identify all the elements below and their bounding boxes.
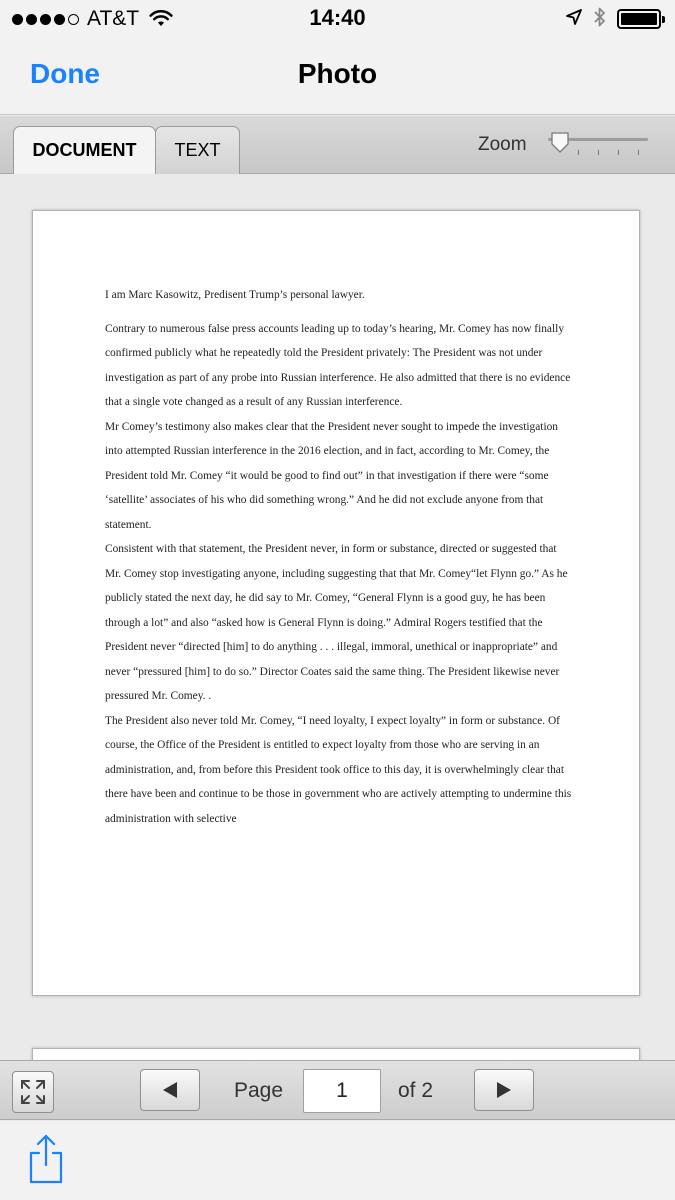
- tab-document[interactable]: DOCUMENT: [13, 126, 156, 174]
- expand-icon: [18, 1077, 48, 1107]
- page-label: Page: [234, 1079, 284, 1102]
- triangle-right-icon: [495, 1081, 513, 1099]
- status-time: 14:40: [309, 5, 366, 30]
- paragraph: The President also never told Mr. Comey, “I need loyalty, I expect loyalty” in form or substance. Of course, the Office of the President is entitled to expect loyalty from those who are serving in an administration, and, from before this President took office to this day, it is overwhelmingly clear that there have been and continue to be those in government who are actively attempting to undermine this administration with selective: [105, 714, 572, 825]
- signal-dot: [68, 14, 79, 25]
- wifi-icon: [149, 10, 173, 28]
- signal-dot: [26, 14, 37, 25]
- zoom-tick: [618, 150, 619, 155]
- zoom-thumb[interactable]: [550, 132, 570, 154]
- battery-icon: [617, 9, 661, 29]
- paragraph: Contrary to numerous false press accounts leading up to today’s hearing, Mr. Comey has now finally confirmed publicly what he repeatedly told the President privately: The President was not under investigation as part of any probe into Russian interference. He also admitted that there is no evidence that a single vote changed as a result of any Russian interference.: [105, 322, 571, 408]
- location-arrow-icon: [565, 8, 583, 31]
- zoom-label: Zoom: [478, 134, 527, 155]
- nav-title: Photo: [297, 58, 378, 89]
- triangle-left-icon: [161, 1081, 179, 1099]
- fullscreen-button[interactable]: [12, 1071, 54, 1113]
- next-page-button[interactable]: [474, 1069, 534, 1111]
- battery-level: [621, 13, 657, 25]
- navigation-bar: [0, 40, 675, 115]
- status-bar: [0, 0, 675, 40]
- zoom-slider[interactable]: [548, 134, 648, 164]
- share-button[interactable]: [26, 1133, 66, 1185]
- zoom-tick: [598, 150, 599, 155]
- bottom-toolbar: [0, 1121, 675, 1200]
- view-mode-bar: [0, 116, 675, 174]
- carrier-name: AT&T: [87, 7, 140, 30]
- done-button[interactable]: Done: [30, 58, 100, 89]
- paragraph: Consistent with that statement, the President never, in form or substance, directed or suggested that Mr. Comey stop investigating anyone, including suggesting that that Mr. Comey“let Flynn go.” As he publicly stated the next day, he did say to Mr. Comey, “General Flynn is a good guy, he has been through a lot” and also “asked how is General Flynn is doing.” Admiral Rogers testified that the President never “directed [him] to do anything . . . illegal, immoral, unethical or inappropriate” and never “pressured [him] to do so.” Director Coates said the same thing. The President likewise never pressured Mr. Comey. .: [105, 543, 568, 702]
- paragraph: I am Marc Kasowitz, Predisent Trump’s personal lawyer.: [105, 289, 365, 301]
- page-navigation-bar: [0, 1060, 675, 1120]
- signal-strength-icon: [12, 14, 79, 25]
- page-total-label: of 2: [398, 1079, 434, 1102]
- document-page: [32, 210, 640, 996]
- document-page-next: [32, 1048, 640, 1060]
- document-viewer[interactable]: [0, 175, 675, 1060]
- signal-dot: [40, 14, 51, 25]
- status-right: [565, 6, 661, 32]
- status-left: [12, 5, 173, 33]
- tab-text[interactable]: TEXT: [155, 126, 240, 174]
- page-number-input[interactable]: [303, 1069, 381, 1113]
- battery-nub: [662, 16, 665, 23]
- share-icon: [26, 1133, 66, 1185]
- paragraph: Mr Comey’s testimony also makes clear that the President never sought to impede the investigation into attempted Russian interference in the 2016 election, and in fact, according to Mr. Comey, the President told Mr. Comey “it would be good to find out” in that investigation if there were “some ‘satellite’ associates of his who did something wrong.” And he did not exclude anyone from that statement.: [105, 420, 558, 531]
- bluetooth-icon: [593, 6, 607, 33]
- signal-dot: [54, 14, 65, 25]
- previous-page-button[interactable]: [140, 1069, 200, 1111]
- zoom-tick: [578, 150, 579, 155]
- zoom-tick: [638, 150, 639, 155]
- signal-dot: [12, 14, 23, 25]
- page-text: [105, 283, 575, 831]
